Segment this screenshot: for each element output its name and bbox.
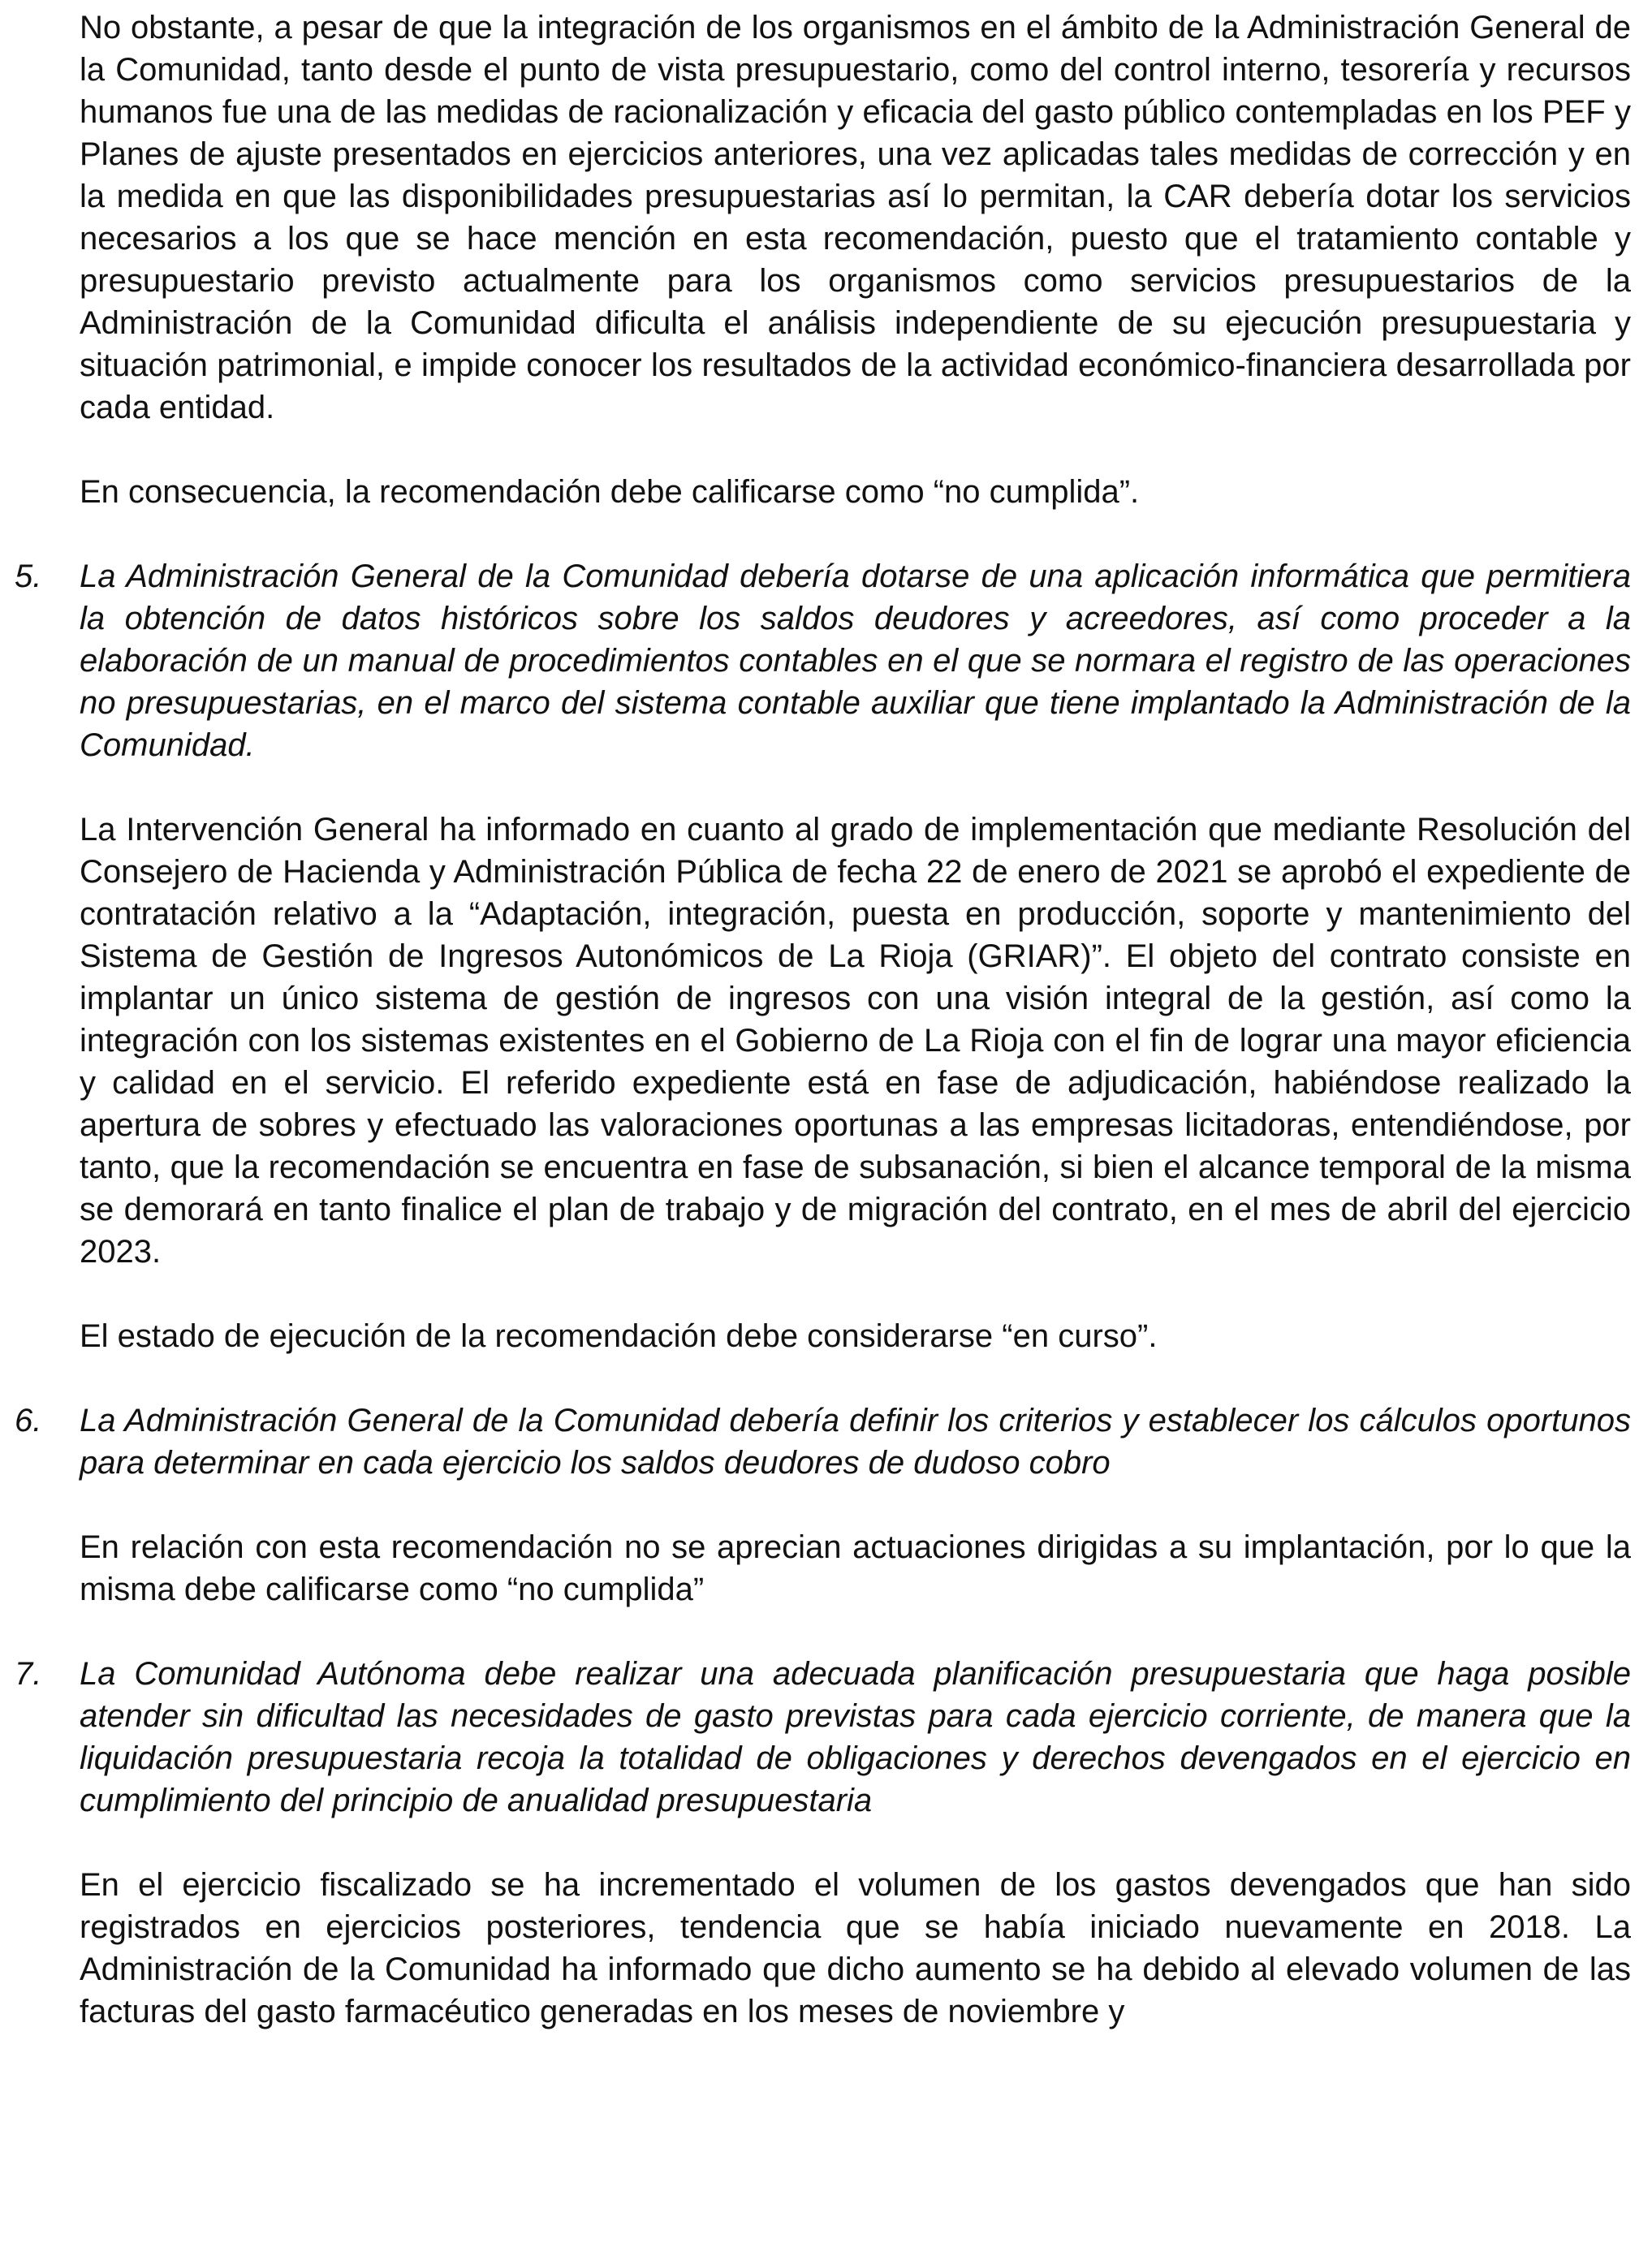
recommendation-status: El estado de ejecución de la recomendación debe considerarse “en curso”. [80, 1318, 1158, 1354]
recommendation-response: En el ejercicio fiscalizado se ha incrementado el volumen de los gastos devengados que han sido registrados en ejercicios posteriores, tendencia que se había iniciado nuevamente en 2018. La Administración de la Comunidad ha informado que dicho aumento se ha debido al elevado volumen de las facturas del gasto farmacéutico generadas en los meses de noviembre y [80, 1867, 1631, 2029]
recommendation-number: 6. [15, 1403, 42, 1438]
recommendation-text: La Comunidad Autónoma debe realizar una adecuada planificación presupuestaria que haga posible atender sin dificultad las necesidades de gasto previstas para cada ejercicio corriente, de manera que la liquidación presupuestaria recoja la totalidad de obligaciones y derechos devengados en el ejercicio en cumplimiento del principio de anualidad presupuestaria [80, 1656, 1631, 1818]
intro-conclusion: En consecuencia, la recomendación debe calificarse como “no cumplida”. [80, 474, 1140, 510]
recommendation-text: La Administración General de la Comunidad debería dotarse de una aplicación informática que permitiera la obtención de datos históricos sobre los saldos deudores y acreedores, así como proceder a la elaboración de un manual de procedimientos contables en el que se normara el registro de las operaciones no presupuestarias, en el marco del sistema contable auxiliar que tiene implantado la Administración de la Comunidad. [80, 559, 1631, 763]
recommendation-response: La Intervención General ha informado en cuanto al grado de implementación que mediante Resolución del Consejero de Hacienda y Administración Pública de fecha 22 de enero de 2021 se aprobó el expediente de contratación relativo a la “Adaptación, integración, puesta en producción, soporte y mantenimiento del Sistema de Gestión de Ingresos Autonómicos de La Rioja (GRIAR)”. El objeto del contrato consiste en implantar un único sistema de gestión de ingresos con una visión integral de la gestión, así como la integración con los sistemas existentes en el Gobierno de La Rioja con el fin de lograr una mayor eficiencia y calidad en el servicio. El referido expediente está en fase de adjudicación, habiéndose realizado la apertura de sobres y efectuado las valoraciones oportunas a las empresas licitadoras, entendiéndose, por tanto, que la recomendación se encuentra en fase de subsanación, si bien el alcance temporal de la misma se demorará en tanto finalice el plan de trabajo y de migración del contrato, en el mes de abril del ejercicio 2023. [80, 812, 1631, 1270]
recommendation-text: La Administración General de la Comunidad debería definir los criterios y establecer los cálculos oportunos para determinar en cada ejercicio los saldos deudores de dudoso cobro [80, 1403, 1631, 1481]
recommendation-7 [15, 1653, 1631, 2033]
recommendation-5 [15, 555, 1631, 1357]
intro-paragraph: No obstante, a pesar de que la integración de los organismos en el ámbito de la Administración General de la Comunidad, tanto desde el punto de vista presupuestario, como del control interno, tesorería y recursos humanos fue una de las medidas de racionalización y eficacia del gasto público contempladas en los PEF y Planes de ajuste presentados en ejercicios anteriores, una vez aplicadas tales medidas de corrección y en la medida en que las disponibilidades presupuestarias así lo permitan, la CAR debería dotar los servicios necesarios a los que se hace mención en esta recomendación, puesto que el tratamiento contable y presupuestario previsto actualmente para los organismos como servicios presupuestarios de la Administración de la Comunidad dificulta el análisis independiente de su ejecución presupuestaria y situación patrimonial, e impide conocer los resultados de la actividad económico-financiera desarrollada por cada entidad. [80, 10, 1631, 425]
recommendation-number: 7. [15, 1656, 42, 1692]
recommendation-number: 5. [15, 559, 42, 594]
recommendation-6 [15, 1400, 1631, 1611]
intro-section [80, 6, 1631, 513]
recommendation-response: En relación con esta recomendación no se aprecian actuaciones dirigidas a su implantación, por lo que la misma debe calificarse como “no cumplida” [80, 1529, 1631, 1607]
